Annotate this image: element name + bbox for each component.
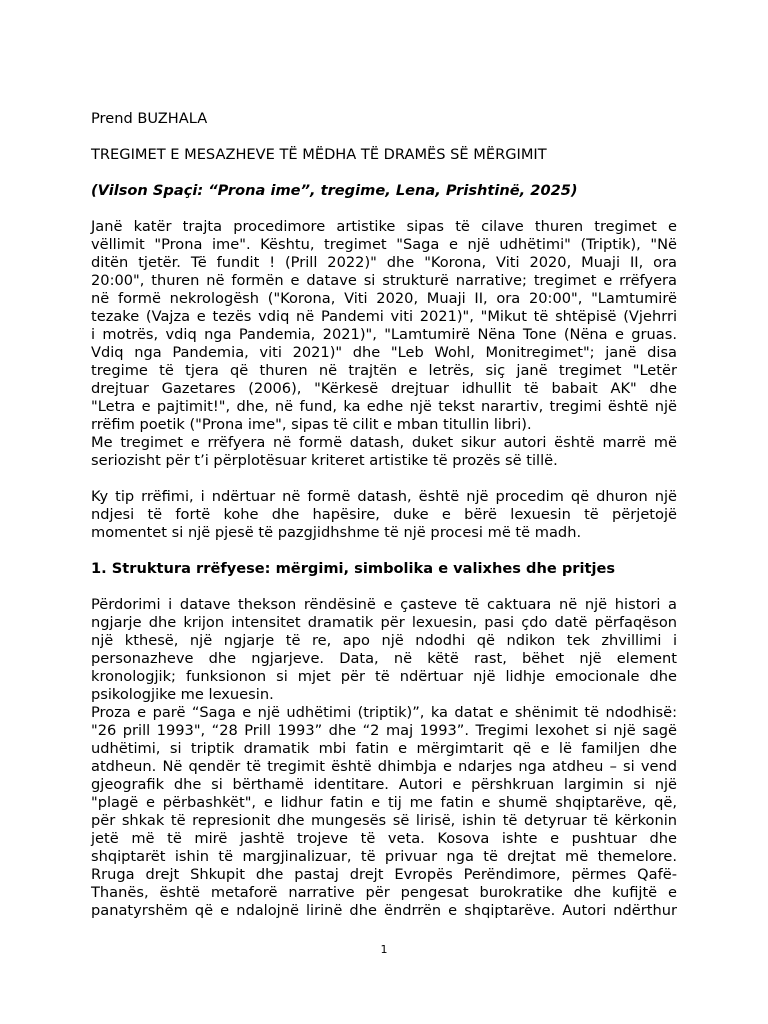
paragraph-line: Janë katër trajta procedimore artistike sipas të cilave thuren tregimet e — [91, 218, 677, 235]
paragraph-line: ngjarje dhe krijon intensitet dramatik për lexuesin, pasi çdo datë përfaqëson — [91, 614, 677, 631]
paragraph-line: tregime të tjera që thuren në trajtën e letrës, siç janë tregimet "Letër — [91, 362, 677, 379]
document-subtitle: (Vilson Spaçi: “Prona ime”, tregime, Lena, Prishtinë, 2025) — [91, 182, 578, 199]
paragraph-line: drejtuar Gazetares (2006), "Kërkesë drejtuar idhullit të babait AK" dhe — [91, 380, 677, 397]
paragraph-line: personazheve dhe ngjarjeve. Data, në këtë rast, bëhet një element — [91, 650, 677, 667]
paragraph-line: atdheun. Në qendër të tregimit është dhimbja e ndarjes nga atdheu – si vend — [91, 758, 677, 775]
document-title: TREGIMET E MESAZHEVE TË MËDHA TË DRAMËS SË MËRGIMIT — [91, 146, 547, 163]
paragraph-line: në formë nekrologësh ("Korona, Viti 2020, Muaji II, ora 20:00", "Lamtumirë — [91, 290, 677, 307]
paragraph-line: jetë më të mirë jashtë trojeve të veta. Kosova ishte e pushtuar dhe — [91, 830, 677, 847]
page-number: 1 — [380, 943, 388, 956]
paragraph-line: Proza e parë “Saga e një udhëtimi (triptik)”, ka datat e shënimit të ndodhisë: — [91, 704, 677, 721]
paragraph-structure — [91, 596, 677, 920]
paragraph-line: "26 prill 1993", “28 Prill 1993” dhe “2 maj 1993”. Tregimi lexohet si një sagë — [91, 722, 677, 739]
paragraph-line: "Letra e pajtimit!", dhe, në fund, ka edhe një tekst narartiv, tregimi është një — [91, 398, 677, 415]
paragraph-line: Përdorimi i datave thekson rëndësinë e çasteve të caktuara në një histori a — [91, 596, 677, 613]
paragraph-line: momentet si një pjesë të pazgjidhshme të një procesi më të madh. — [91, 524, 582, 541]
document-body — [91, 110, 677, 920]
paragraph-line: rrëfim poetik ("Prona ime", sipas të cilit e mban titullin libri). — [91, 416, 532, 433]
paragraph-line: "plagë e përbashkët", e lidhur fatin e tij me fatin e shumë shqiptarëve, që, — [91, 794, 677, 811]
paragraph-line: 20:00", thuren në formën e datave si strukturë narrative; tregimet e rrëfyera — [91, 272, 677, 289]
paragraph-line: Thanës, është metaforë narrative për pengesat burokratike dhe kufijtë e — [91, 884, 677, 901]
spacer — [91, 470, 677, 488]
paragraph-line: vëllimit "Prona ime". Kështu, tregimet "Saga e një udhëtimi" (Triptik), "Në — [91, 236, 677, 253]
paragraph-line: ndjesi të fortë kohe dhe hapësire, duke e bërë lexuesin të përjetojë — [91, 506, 677, 523]
paragraph-line: psikologjike me lexuesin. — [91, 686, 274, 703]
spacer — [91, 128, 677, 146]
paragraph-line: Me tregimet e rrëfyera në formë datash, duket sikur autori është marrë më — [91, 434, 677, 451]
spacer — [91, 578, 677, 596]
paragraph-line: panatyrshëm që e ndalojnë lirinë dhe ëndrrën e shqiptarëve. Autori ndërthur — [91, 902, 677, 919]
paragraph-line: gjeografik dhe si bërthamë identitare. Autori e përshkruan largimin si një — [91, 776, 677, 793]
paragraph-line: ditën tjetër. Të fundit ! (Prill 2022)" dhe "Korona, Viti 2020, Muaji II, ora — [91, 254, 677, 271]
paragraph-line: seriozisht për t’i përplotësuar kriteret artistike të prozës së tillë. — [91, 452, 558, 469]
paragraph-intro — [91, 218, 677, 470]
paragraph-line: shqiptarët ishin të margjinalizuar, të privuar nga të drejtat më themelore. — [91, 848, 677, 865]
paragraph-line: Vdiq nga Pandemia, viti 2021)" dhe "Leb Wohl, Monitregimet"; janë disa — [91, 344, 677, 361]
paragraph-line: një kthesë, një ngjarje të re, apo një ndodhi që ndikon tek zhvillimi i — [91, 632, 677, 649]
paragraph-line: udhëtimi, si triptik dramatik mbi fatin e mërgimtarit që e lë familjen dhe — [91, 740, 677, 757]
section-heading: 1. Struktura rrëfyese: mërgimi, simbolika e valixhes dhe pritjes — [91, 560, 616, 577]
paragraph-line: për shkak të represionit dhe mungesës së lirisë, ishin të detyruar të kërkonin — [91, 812, 677, 829]
paragraph-dates — [91, 488, 677, 542]
spacer — [91, 200, 677, 218]
paragraph-line: kronologjik; funksionon si mjet për të ndërtuar një lidhje emocionale dhe — [91, 668, 677, 685]
paragraph-line: tezake (Vajza e tezës vdiq në Pandemi viti 2021)", "Mikut të shtëpisë (Vjehrri — [91, 308, 677, 325]
paragraph-line: Rruga drejt Shkupit dhe pastaj drejt Evropës Perëndimore, përmes Qafë- — [91, 866, 677, 883]
spacer — [91, 542, 677, 560]
spacer — [91, 164, 677, 182]
author: Prend BUZHALA — [91, 110, 208, 127]
paragraph-line: Ky tip rrëfimi, i ndërtuar në formë datash, është një procedim që dhuron një — [91, 488, 677, 505]
paragraph-line: i motrës, vdiq nga Pandemia, 2021)", "Lamtumirë Nëna Tone (Nëna e gruas. — [91, 326, 677, 343]
